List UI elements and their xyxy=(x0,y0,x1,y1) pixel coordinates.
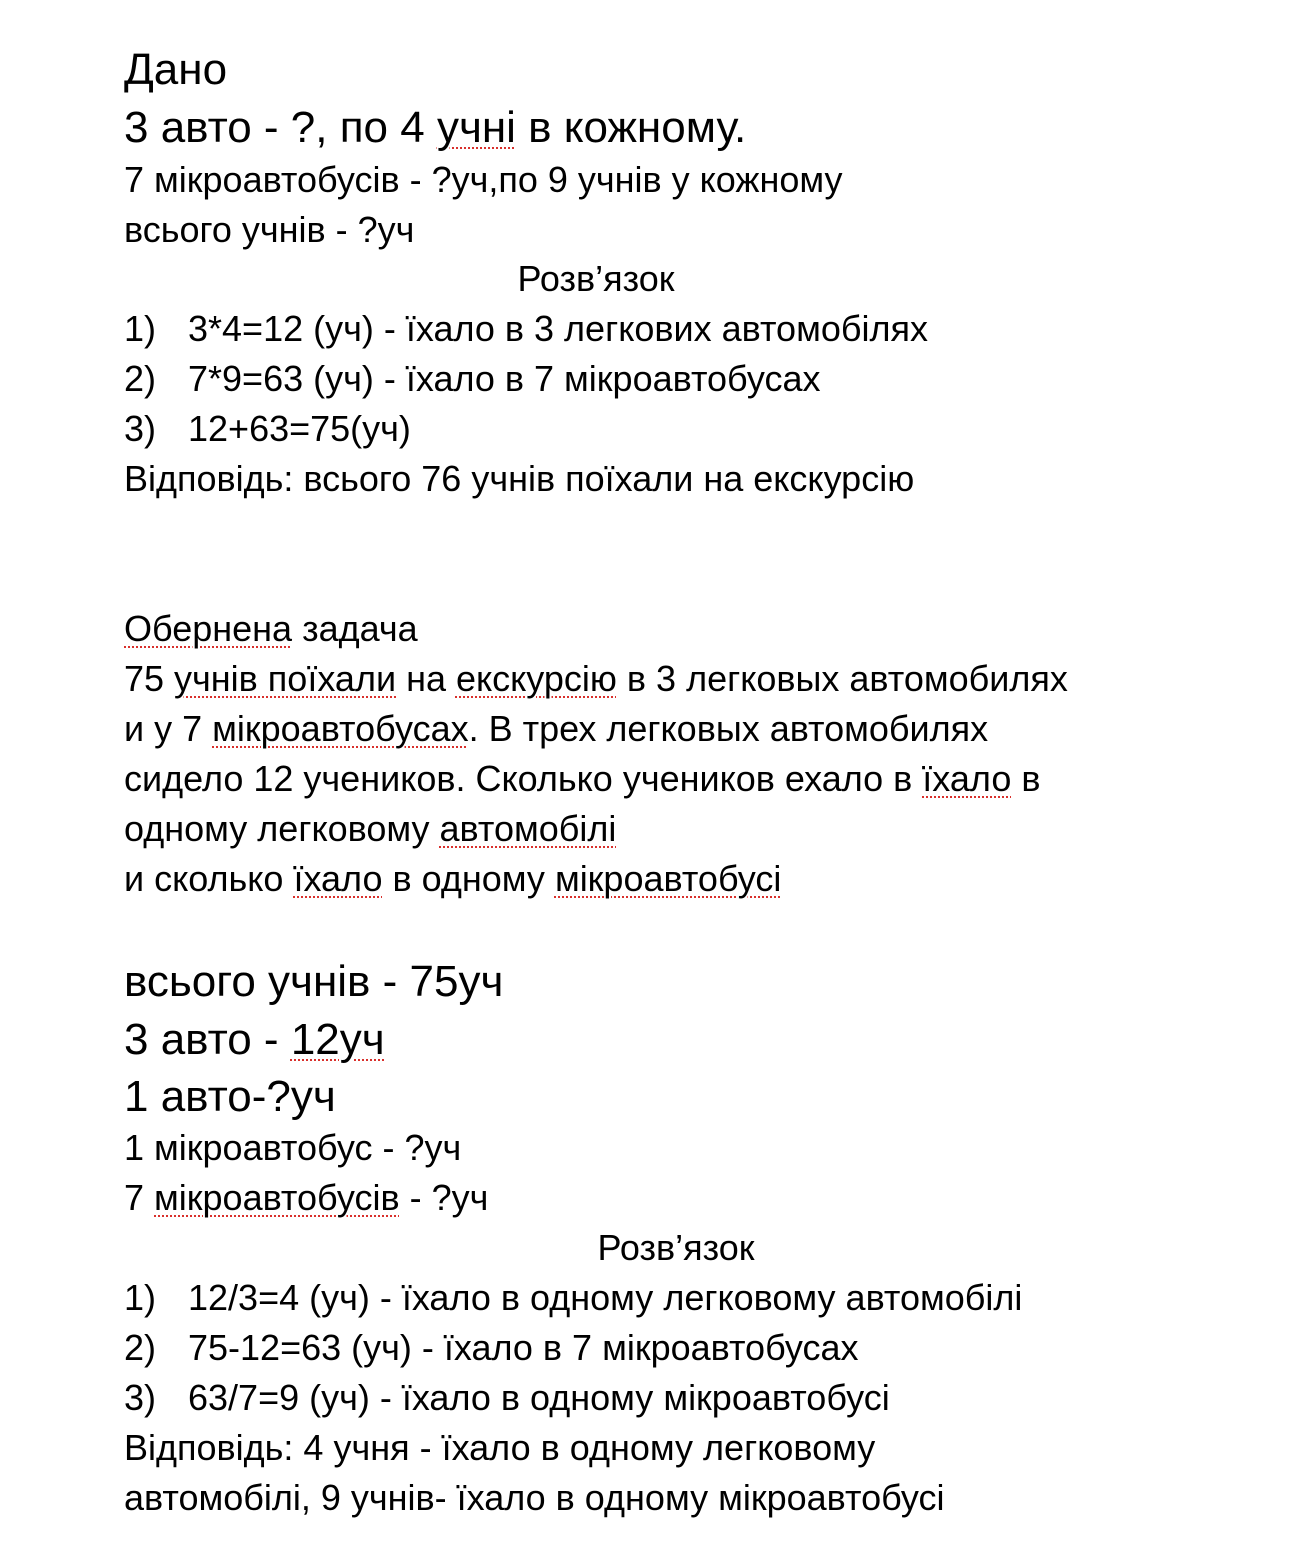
spellcheck-word: мікроавтобусів xyxy=(154,1177,400,1218)
inverse-given-line-4: 1 мікроавтобус - ?уч xyxy=(124,1127,462,1168)
inverse-paragraph-line-2: и у 7 мікроавтобусах. В трех легковых автомобилях xyxy=(124,708,989,749)
spellcheck-word: учні xyxy=(436,103,516,152)
solution-heading: Розв’язок xyxy=(517,258,675,299)
spellcheck-word: Обернена xyxy=(124,608,293,649)
inverse-solution-answer-line-1: Відповідь: 4 учня - їхало в одному легковому xyxy=(124,1427,876,1468)
spellcheck-word: екскурсію xyxy=(455,658,617,699)
inverse-given-line-5: 7 мікроавтобусів - ?уч xyxy=(124,1177,489,1218)
given-line-3: всього учнів - ?уч xyxy=(124,209,415,250)
spellcheck-word: автомобілі xyxy=(439,808,617,849)
inverse-solution-heading: Розв’язок xyxy=(597,1227,755,1268)
inverse-paragraph-line-5: и сколько їхало в одному мікроавтобусі xyxy=(124,858,782,899)
spellcheck-word: їхало xyxy=(922,758,1012,799)
inverse-given-line-1: всього учнів - 75уч xyxy=(124,957,504,1006)
spellcheck-word: їхало xyxy=(293,858,383,899)
inverse-solution-step-1: 1) 12/3=4 (уч) - їхало в одному легковому автомобілі xyxy=(124,1277,1023,1318)
given-title: Дано xyxy=(124,45,228,94)
spellcheck-word: мікроавтобусі xyxy=(554,858,782,899)
inverse-solution-answer-line-2: автомобілі, 9 учнів- їхало в одному мікроавтобусі xyxy=(124,1477,945,1518)
spellcheck-word: учнів поїхали xyxy=(174,658,397,699)
inverse-paragraph-line-4: одному легковому автомобілі xyxy=(124,808,617,849)
solution-step-3: 3) 12+63=75(уч) xyxy=(124,408,411,449)
given-line-2: 7 мікроавтобусів - ?уч,по 9 учнів у кожному xyxy=(124,159,843,200)
inverse-title: Обернена задача xyxy=(124,608,418,649)
solution-step-2: 2) 7*9=63 (уч) - їхало в 7 мікроавтобусах xyxy=(124,358,821,399)
inverse-given-line-3: 1 авто-?уч xyxy=(124,1072,336,1121)
solution-step-1: 1) 3*4=12 (уч) - їхало в 3 легкових автомобілях xyxy=(124,308,928,349)
inverse-solution-step-3: 3) 63/7=9 (уч) - їхало в одному мікроавтобусі xyxy=(124,1377,890,1418)
given-line-1: 3 авто - ?, по 4 учні в кожному. xyxy=(124,103,747,152)
solution-answer: Відповідь: всього 76 учнів поїхали на екскурсію xyxy=(124,458,915,499)
inverse-solution-step-2: 2) 75-12=63 (уч) - їхало в 7 мікроавтобусах xyxy=(124,1327,859,1368)
inverse-paragraph-line-1: 75 учнів поїхали на екскурсію в 3 легковых автомобилях xyxy=(124,658,1068,699)
inverse-paragraph-line-3: сидело 12 учеников. Сколько учеников ехало в їхало в xyxy=(124,758,1041,799)
inverse-given-line-2: 3 авто - 12уч xyxy=(124,1015,385,1064)
spellcheck-word: мікроавтобусах xyxy=(212,708,469,749)
spellcheck-word: 12уч xyxy=(290,1015,385,1064)
